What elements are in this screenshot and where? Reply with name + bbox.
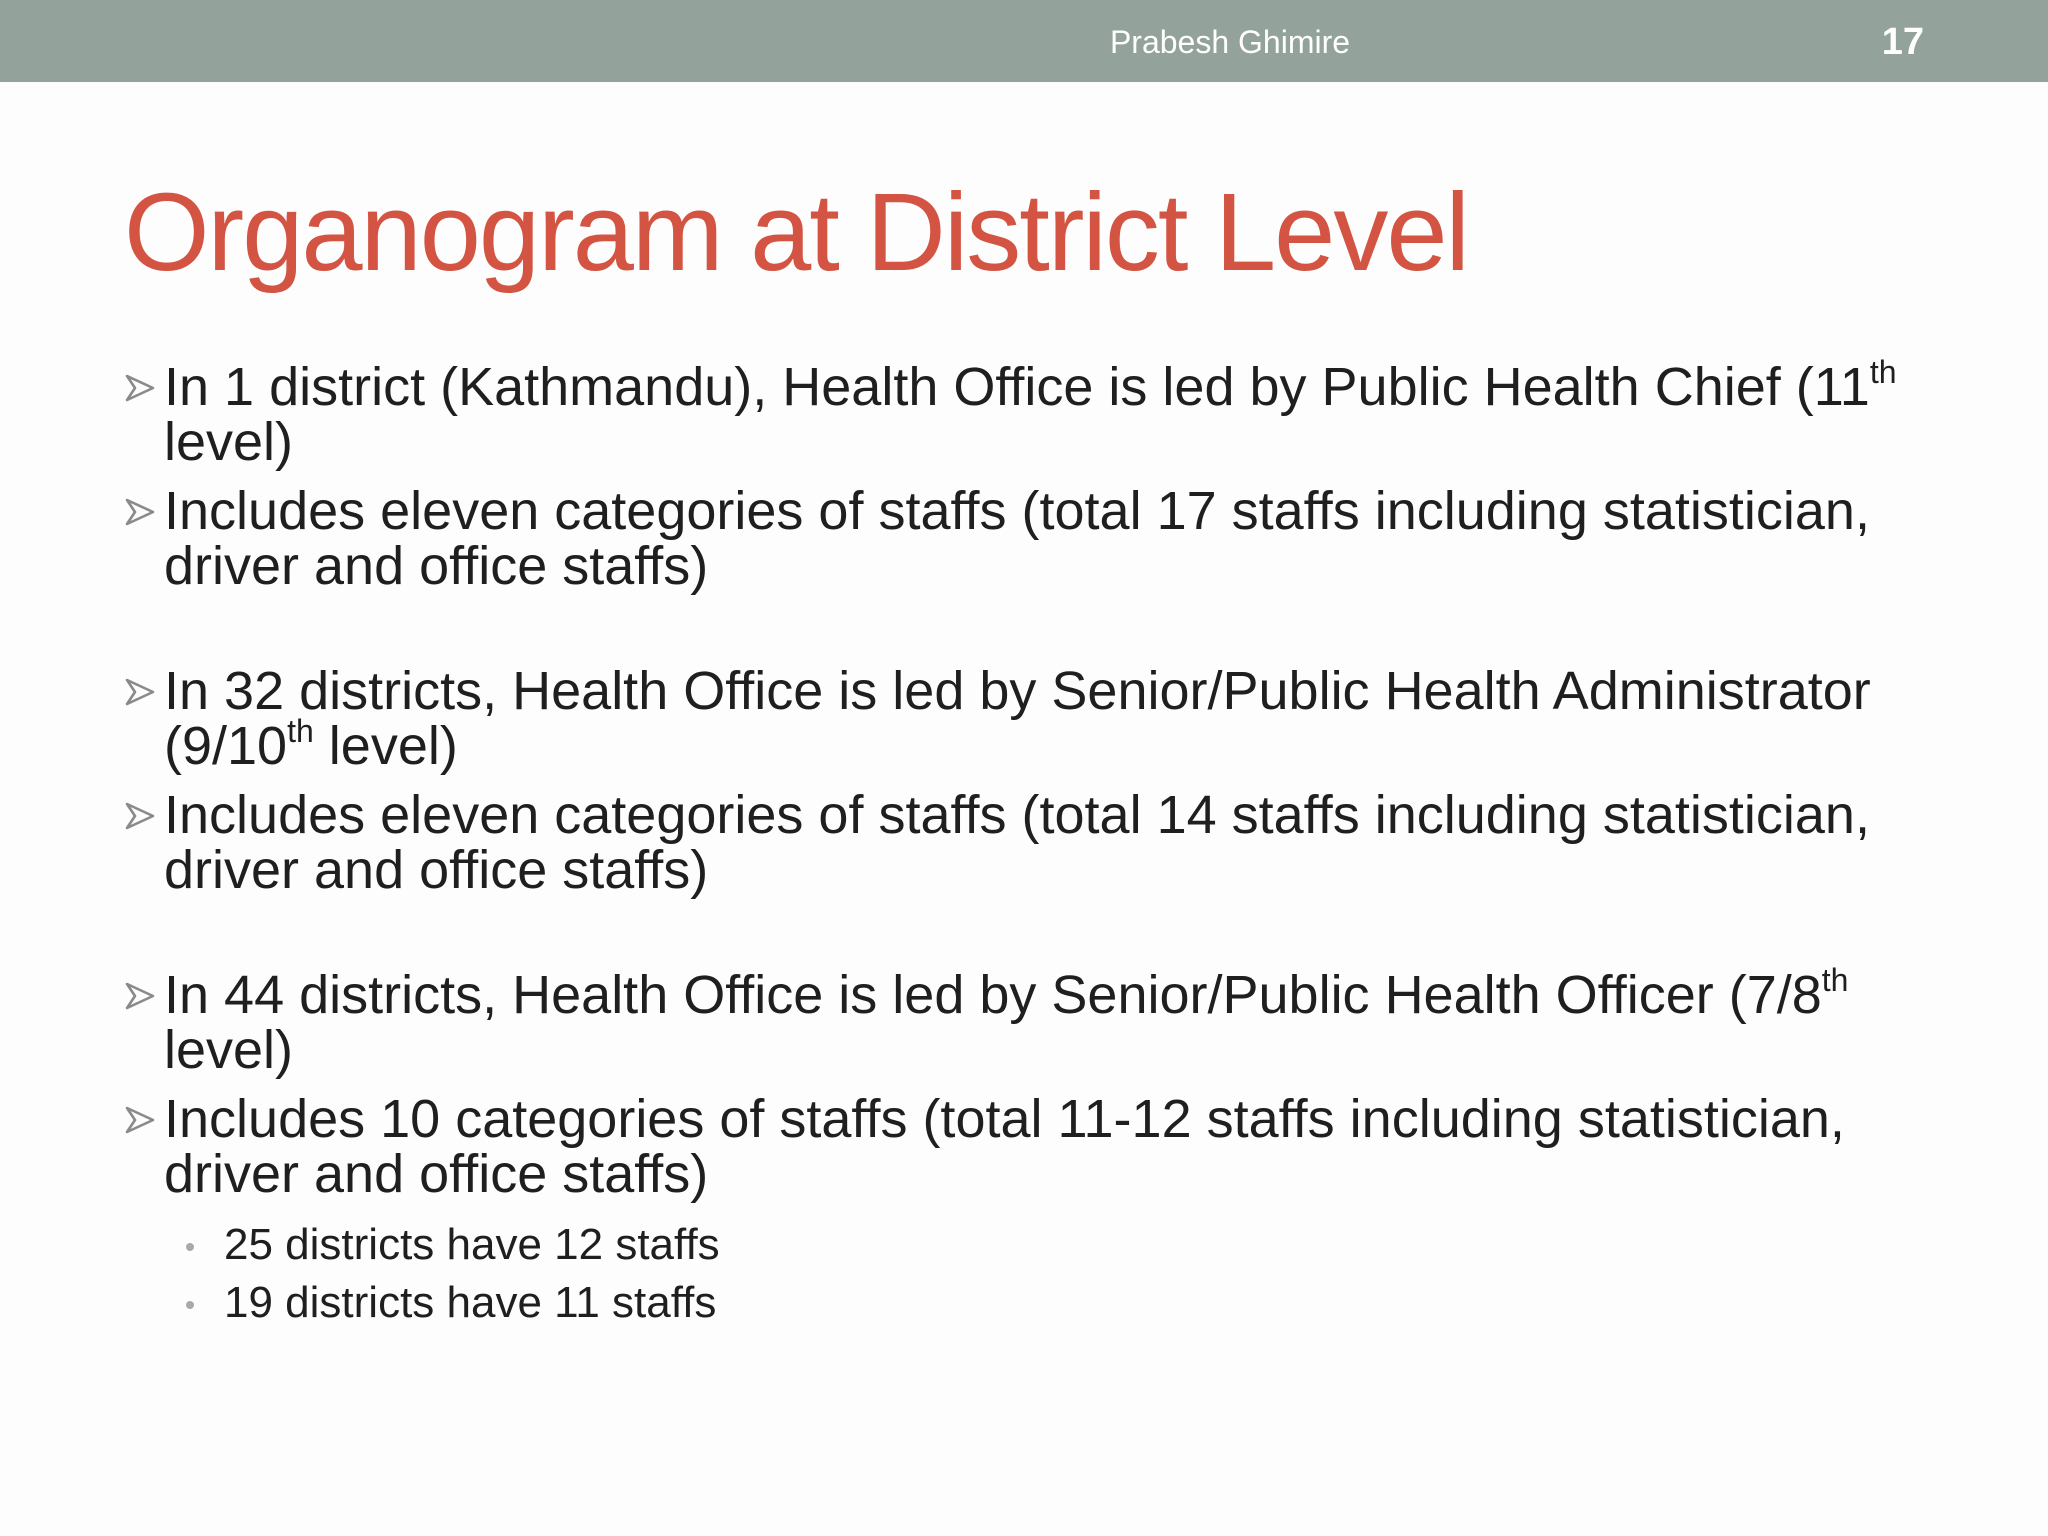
ordinal-suffix: th [1821,962,1849,998]
arrowhead-bullet-icon [124,496,156,528]
sub-bullet-item [224,1274,1924,1332]
slide-content [124,354,1924,1332]
header-bar [0,0,2048,82]
bullet-text-tail: level) [164,1020,294,1080]
sub-bullet-item [224,1216,1924,1274]
sub-bullet-text: 19 districts have 11 staffs [224,1278,717,1327]
dot-bullet-icon [186,1301,194,1309]
slide-title: Organogram at District Level [124,171,1468,294]
ordinal-suffix: th [287,713,314,749]
sub-bullet-text: 25 districts have 12 staffs [224,1220,720,1269]
bullet-text: Includes eleven categories of staffs (total 17 staffs including statistician, driver and office staffs) [164,481,1870,596]
arrowhead-bullet-icon [124,372,156,404]
dot-bullet-icon [186,1243,194,1251]
author-name: Prabesh Ghimire [1109,24,1351,60]
bullet-text: Includes 10 categories of staffs (total 11-12 staffs including statistician, driver and office staffs) [164,1089,1845,1204]
bullet-group [124,661,1924,900]
bullet-group [124,354,1924,596]
bullet-item [124,962,1924,1080]
ordinal-suffix: th [1869,354,1897,390]
bullet-text: In 44 districts, Health Office is led by Senior/Public Health Officer (7/8 [164,965,1822,1025]
bullet-text: In 32 districts, Health Office is led by Senior/Public Health Administrator (9/10 [164,661,1871,776]
bullet-text: Includes eleven categories of staffs (total 14 staffs including statistician, driver and office staffs) [164,785,1870,900]
bullet-text-tail: level) [164,412,294,472]
bullet-text-tail: level) [313,716,458,776]
arrowhead-bullet-icon [124,800,156,832]
bullet-item [124,1089,1924,1204]
arrowhead-bullet-icon [124,980,156,1012]
bullet-group [124,962,1924,1332]
bullet-text: In 1 district (Kathmandu), Health Office is led by Public Health Chief (11 [164,357,1870,417]
bullet-item [124,354,1924,472]
arrowhead-bullet-icon [124,676,156,708]
bullet-item [124,661,1924,776]
bullet-item [124,481,1924,596]
sub-bullet-list [124,1216,1924,1332]
page-number: 17 [1881,21,1924,63]
arrowhead-bullet-icon [124,1104,156,1136]
bullet-item [124,785,1924,900]
